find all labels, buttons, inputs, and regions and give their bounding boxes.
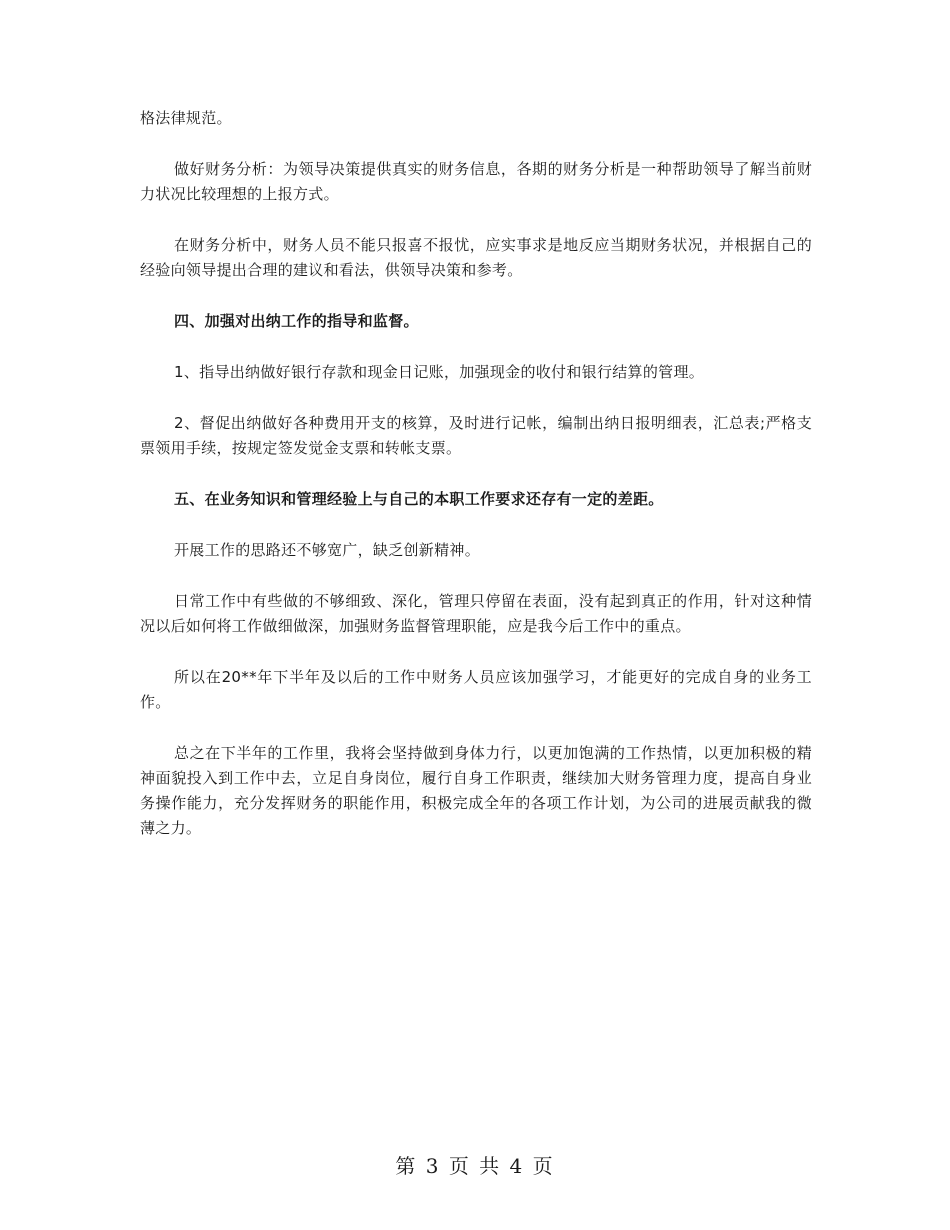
section-heading-5: 五、在业务知识和管理经验上与自己的本职工作要求还存有一定的差距。 — [174, 490, 664, 508]
page-footer: 第 3 页 共 4 页 — [395, 1154, 555, 1178]
document-body — [140, 106, 812, 867]
paragraph-analysis-attitude: 在财务分析中，财务人员不能只报喜不报忧，应实事求是地反应当期财务状况，并根据自己的经验向领导提出合理的建议和看法，供领导决策和参考。 — [140, 236, 812, 279]
paragraph-conclusion: 总之在下半年的工作里，我将会坚持做到身体力行，以更加饱满的工作热情，以更加积极的精神面貌投入到工作中去，立足自身岗位，履行自身工作职责，继续加大财务管理力度，提高自身业务操作能力，充分发挥财务的职能作用，积极完成全年的各项工作计划，为公司的进展贡献我的微薄之力。 — [140, 744, 812, 837]
list-item-2: 2、督促出纳做好各种费用开支的核算，及时进行记帐，编制出纳日报明细表，汇总表;严格支票领用手续，按规定签发觉金支票和转帐支票。 — [140, 414, 812, 457]
section-heading-4: 四、加强对出纳工作的指导和监督。 — [174, 312, 419, 330]
paragraph-work-ideas: 开展工作的思路还不够宽广，缺乏创新精神。 — [174, 541, 481, 559]
paragraph-continuation: 格法律规范。 — [140, 109, 232, 127]
paragraph-study: 所以在20**年下半年及以后的工作中财务人员应该加强学习，才能更好的完成自身的业务工作。 — [140, 668, 812, 711]
paragraph-daily-work: 日常工作中有些做的不够细致、深化，管理只停留在表面，没有起到真正的作用，针对这种情况以后如何将工作做细做深，加强财务监督管理职能，应是我今后工作中的重点。 — [140, 592, 812, 635]
paragraph-financial-analysis: 做好财务分析：为领导决策提供真实的财务信息，各期的财务分析是一种帮助领导了解当前财力状况比较理想的上报方式。 — [140, 160, 812, 203]
list-item-1: 1、指导出纳做好银行存款和现金日记账，加强现金的收付和银行结算的管理。 — [174, 363, 705, 381]
